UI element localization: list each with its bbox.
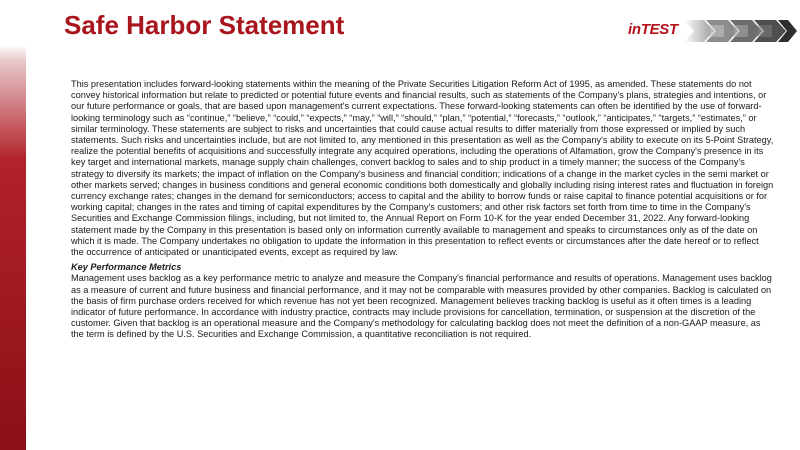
- company-logo: [614, 14, 800, 48]
- kpm-heading: Key Performance Metrics: [71, 262, 182, 273]
- slide-title: Safe Harbor Statement: [64, 10, 345, 40]
- safe-harbor-body: [71, 79, 774, 341]
- left-accent-bar: [0, 0, 26, 450]
- kpm-paragraph: Management uses backlog as a key performance metric to analyze and measure the Company's financial performance and results of operations. Management uses backlog as a measure of current and future business and financial performance, and it may not be comparable with measures provided by other companies. Backlog is calculated on the basis of firm purchase orders received for which revenue has not yet been recognized. Management believes tracking backlog is useful as it often times is a leading indicator of future performance. In accordance with industry practice, contracts may include provisions for cancellation, termination, or suspension at the discretion of the customer. Given that backlog is an operational measure and the Company's methodology for calculating backlog does not meet the definition of a non-GAAP measure, as the term is defined by the U.S. Securities and Exchange Commission, a quantitative reconciliation is not required.: [71, 273, 772, 340]
- forward-looking-paragraph: This presentation includes forward-looking statements within the meaning of the Private Securities Litigation Reform Act of 1995, as amended. These statements do not convey historical information but relate to predicted or potential future events and financial results, such as statements of the Company's plans, strategies and intentions, or our future performance or goals, that are based upon management's current expectations. These forward-looking statements can often be identified by the use of forward-looking terminology such as “continue,” “believe,” “could,” “expects,” “may,” “will,” “should,” “plan,” “potential,” “forecasts,” “outlook,” “anticipates,” “targets,” “estimates,” or similar terminology. These statements are subject to risks and uncertainties that could cause actual results to differ materially from those expressed or implied by such statements. Such risks and uncertainties include, but are not limited to, any mentioned in this presentation as well as the Company's ability to execute on its 5-Point Strategy, realize the potential benefits of acquisitions and successfully integrate any acquired operations, including the operations of Alfamation, grow the Company's presence in its key target and international markets, manage supply chain challenges, convert backlog to sales and to ship product in a timely manner; the success of the Company's strategy to diversify its markets; the impact of inflation on the Company's business and financial condition; indications of a change in the market cycles in the semi market or other markets served; changes in business conditions and general economic conditions both domestically and globally including rising interest rates and fluctuation in foreign currency exchange rates; changes in the demand for semiconductors; access to capital and the ability to borrow funds or raise capital to finance potential acquisitions or for working capital; changes in the rates and timing of capital expenditures by the Company's customers; and other risk factors set forth from time to time in the Company's Securities and Exchange Commission filings, including, but not limited to, the Annual Report on Form 10-K for the year ended December 31, 2022. Any forward-looking statement made by the Company in this presentation is based only on information currently available to management and speaks to circumstances only as of the date on which it is made. The Company undertakes no obligation to update the information in this presentation to reflect events or circumstances after the date hereof or to reflect the occurrence of anticipated or unanticipated events, except as required by law.: [71, 79, 774, 258]
- logo-arrows-icon: [684, 16, 798, 46]
- logo-wordmark: inTEST: [628, 21, 678, 38]
